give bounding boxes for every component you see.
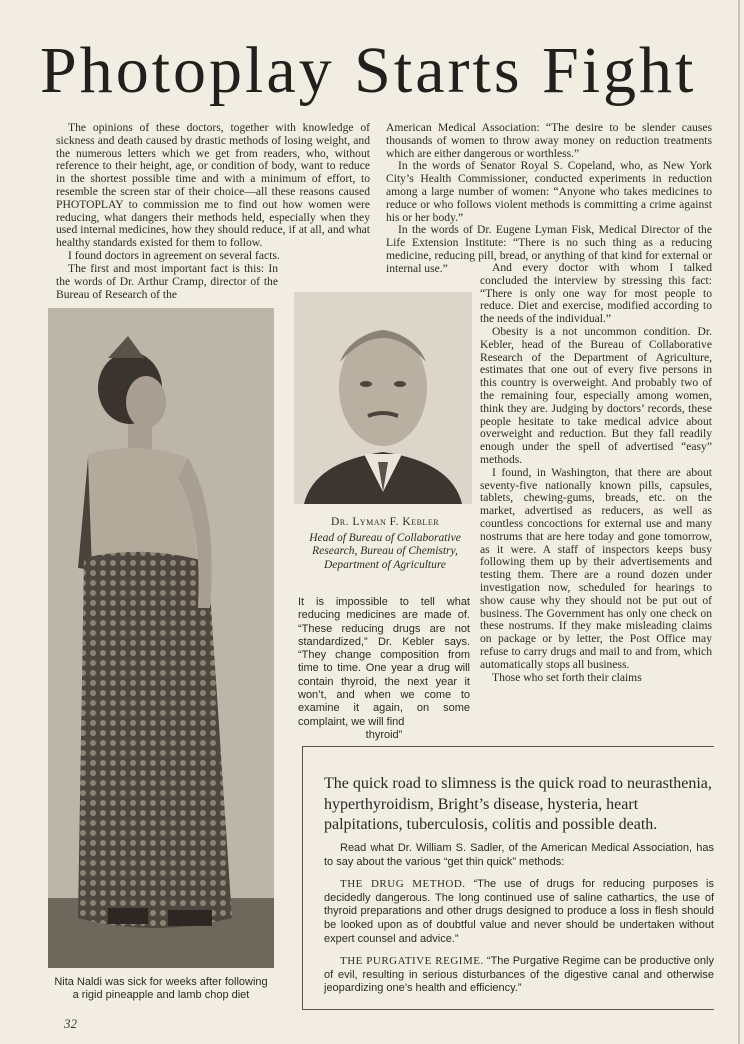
woman-illustration xyxy=(48,308,274,968)
sidebar-box-intro: Read what Dr. William S. Sadler, of the American Medical Association, has to say about the various “get thin quick” methods: xyxy=(324,842,714,868)
pull-quote-end: thyroid” xyxy=(365,728,403,741)
left-paragraph-3: The first and most important fact is this: In the words of Dr. Arthur Cramp, director of the Bureau of Research of the xyxy=(56,262,278,301)
page-edge-line xyxy=(738,0,740,1044)
sidebar-box-lead: The quick road to slimness is the quick road to neurasthenia, hyperthyroidism, Bright’s disease, hysteria, heart palpitations, tuberculosis, colitis and possible death. xyxy=(324,775,712,833)
purgative-regime-text: “The Purgative Regime can be productive only of evil, resulting in serious disturbances of the digestive canal and otherwise jeopardizing one’s health and efficiency.” xyxy=(324,955,714,995)
left-paragraph-2: I found doctors in agreement on several facts. xyxy=(68,248,280,262)
right-paragraph-7: Those who set forth their claims xyxy=(492,670,642,684)
right-paragraph-1: American Medical Association: “The desire to be slender causes thousands of women to throw away money on reduction treatments which are either dangerous or worthless.” xyxy=(386,121,712,160)
left-paragraph-1: The opinions of these doctors, together with knowledge of sickness and death caused by drastic methods of losing weight, and the numerous letters which we get from readers, who, without reference to their height, age, or condition of body, want to reduce in the shortest possible time and with a minimum of effort, to resemble the screen star of their choice—all these reasons caused PHOTOPLAY to commission me to find out how women were reducing, what dangers their methods held, especially when they used internal medicines, how they should reduce, if at all, and what healthy standards existed for them to follow. xyxy=(56,121,370,250)
left-column-text xyxy=(56,122,370,263)
purgative-regime-heading: THE PURGATIVE REGIME. xyxy=(340,955,484,968)
kebler-caption xyxy=(300,516,470,572)
right-paragraph-4: And every doctor with whom I talked concluded the interview by stressing this fact: “There is only one way for most people to reduce. Diet and exercise, modified according to the needs of the individual.” xyxy=(480,261,712,326)
right-paragraph-3: In the words of Dr. Eugene Lyman Fisk, Medical Director of the Life Extension Institute: “There is no such thing as a reducing medicine, reducing pill, bread, or anything of that kind for external or internal use.” xyxy=(386,223,712,275)
right-paragraph-5: Obesity is a not uncommon condition. Dr. Kebler, head of the Bureau of Collaborative Research of the Department of Agriculture, estimates that one out of every five persons in this country is overweight. And probably two of the remaining four, especially among women, think they are. Judging by doctors’ records, these people hesitate to take medical advice about overweight and reduction. But they fall readily enough under the spell of advertised “easy” methods. xyxy=(480,324,712,466)
drug-method-text: “The use of drugs for reducing purposes is decidedly dangerous. The long continued use of saline cathartics, the use of thyroid preparations and other drugs designed to produce a loss in flesh should be looked upon as of doubtful value and never should be undertaken without expert counsel and advice.” xyxy=(324,878,715,945)
page-headline: Photoplay Starts Fight xyxy=(40,34,697,107)
pull-quote-text: It is impossible to tell what reducing medicines are made of. “These reducing drugs are not standardized,” Dr. Kebler says. “They change composition from time to time. One year a drug will contain thyroid, the next year it won’t, and when we come to examine it again, on some complaint, we will find xyxy=(298,596,470,728)
drug-method-heading: THE DRUG METHOD. xyxy=(340,878,466,891)
left-column-continued xyxy=(56,263,278,301)
right-paragraph-6: I found, in Washington, that there are about seventy-five nationally known pills, capsules, tablets, chewing-gums, breads, etc. on the market, advertised as reducers, as well as countless concoctions for external use and many nostrums that are here today and gone tomorrow, as it were. A staff of inspectors keeps busy following them up by their advertisements and testing them. There are a round dozen under investigation now, scheduled for hearings to show cause why they should not be put out of business. The Government has only one check on these nostrums. If they make misleading claims on package or by letter, the Post Office may refuse to carry drugs and mail to and from, which automatically stops all business. xyxy=(480,465,712,671)
sidebar-drug-method xyxy=(324,878,714,946)
right-narrow-column-text xyxy=(480,262,712,684)
kebler-name: Dr. Lyman F. Kebler xyxy=(330,516,440,528)
right-column-text xyxy=(386,122,712,276)
page-number: 32 xyxy=(64,1016,77,1031)
photo-dr-kebler xyxy=(294,292,472,504)
right-paragraph-2: In the words of Senator Royal S. Copeland, who, as New York City’s Health Commissioner, conducted experiments in reduction among a large number of women: “Anyone who takes medicines to reduce or who follows violent methods is committing a crime against his or her body.” xyxy=(386,159,712,224)
sidebar-box-body xyxy=(324,842,714,1005)
photo-nita-naldi xyxy=(48,308,274,968)
sidebar-purgative-regime xyxy=(324,955,714,996)
nita-naldi-caption: Nita Naldi was sick for weeks after following a rigid pineapple and lamb chop diet xyxy=(54,976,268,1001)
pull-quote xyxy=(298,596,470,742)
man-portrait-illustration xyxy=(294,292,472,504)
kebler-title: Head of Bureau of Collaborative Research, Bureau of Chemistry, Department of Agriculture xyxy=(309,531,461,571)
